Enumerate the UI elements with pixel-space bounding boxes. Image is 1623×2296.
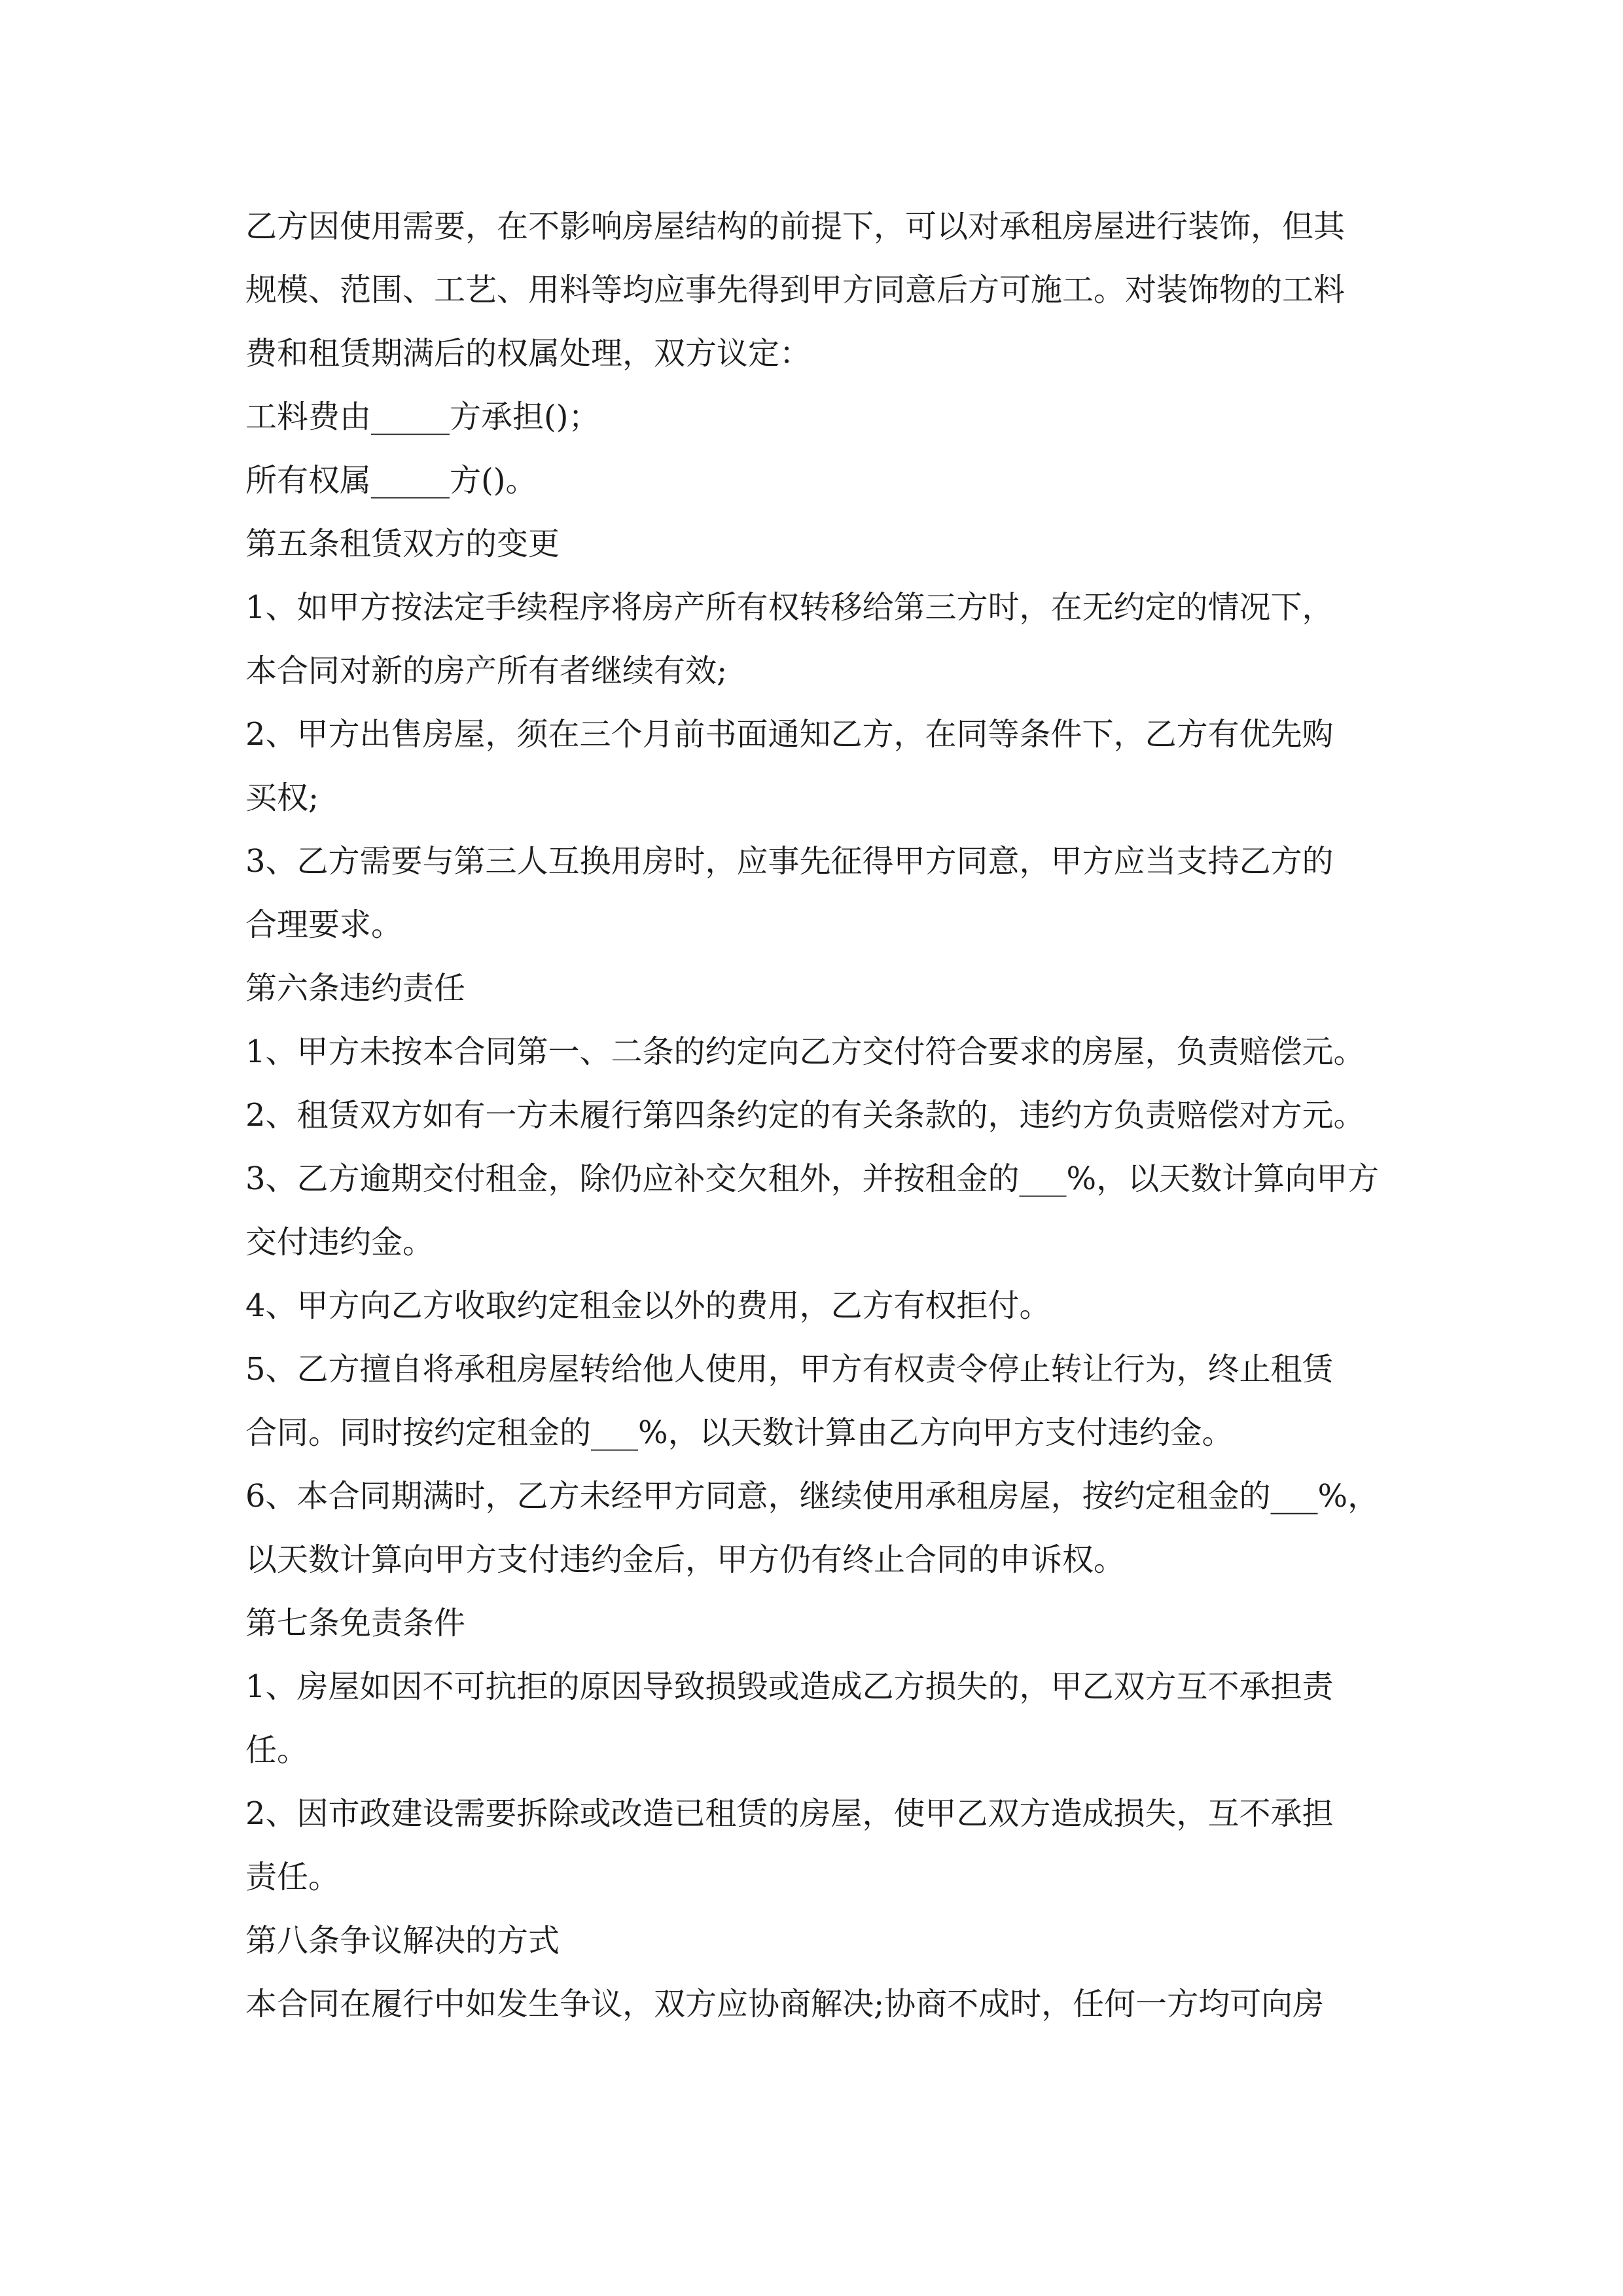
text-line: 1、甲方未按本合同第一、二条的约定向乙方交付符合要求的房屋，负责赔偿元。	[245, 1033, 1365, 1070]
text-line: 费和租赁期满后的权属处理，双方议定：	[245, 335, 812, 372]
text-line: 所有权属_____方()。	[245, 462, 537, 499]
section-heading: 第五条租赁双方的变更	[245, 526, 560, 562]
text-line: 2、租赁双方如有一方未履行第四条约定的有关条款的，违约方负责赔偿对方元。	[245, 1097, 1365, 1134]
section-heading: 第七条免责条件	[245, 1605, 466, 1641]
text-line: 以天数计算向甲方支付违约金后，甲方仍有终止合同的申诉权。	[245, 1541, 1126, 1578]
section-heading: 第六条违约责任	[245, 970, 466, 1007]
section-heading: 第八条争议解决的方式	[245, 1922, 560, 1959]
text-line: 乙方因使用需要，在不影响房屋结构的前提下，可以对承租房屋进行装饰，但其	[245, 208, 1346, 245]
text-line: 5、乙方擅自将承租房屋转给他人使用，甲方有权责令停止转让行为，终止租赁	[245, 1351, 1334, 1388]
text-line: 买权;	[245, 780, 319, 816]
text-line: 1、房屋如因不可抗拒的原因导致损毁或造成乙方损失的，甲乙双方互不承担责	[245, 1668, 1334, 1705]
text-line: 3、乙方逾期交付租金，除仍应补交欠租外，并按租金的___%，以天数计算向甲方	[245, 1160, 1380, 1197]
contract-text-body	[245, 195, 1387, 2036]
text-line: 合同。同时按约定租金的___%，以天数计算由乙方向甲方支付违约金。	[245, 1414, 1234, 1451]
text-line: 3、乙方需要与第三人互换用房时，应事先征得甲方同意，甲方应当支持乙方的	[245, 843, 1334, 880]
text-line: 交付违约金。	[245, 1224, 435, 1261]
text-line: 本合同对新的房产所有者继续有效;	[245, 653, 728, 689]
text-line: 工料费由_____方承担()；	[245, 399, 600, 435]
text-line: 合理要求。	[245, 906, 403, 943]
text-line: 规模、范围、工艺、用料等均应事先得到甲方同意后方可施工。对装饰物的工料	[245, 272, 1346, 308]
text-line: 1、如甲方按法定手续程序将房产所有权转移给第三方时，在无约定的情况下，	[245, 589, 1334, 626]
text-line: 2、甲方出售房屋，须在三个月前书面通知乙方，在同等条件下，乙方有优先购	[245, 716, 1334, 753]
text-line: 责任。	[245, 1859, 340, 1895]
text-line: 6、本合同期满时，乙方未经甲方同意，继续使用承租房屋，按约定租金的___%，	[245, 1478, 1380, 1515]
text-line: 4、甲方向乙方收取约定租金以外的费用，乙方有权拒付。	[245, 1287, 1051, 1324]
text-line: 本合同在履行中如发生争议，双方应协商解决;协商不成时，任何一方均可向房	[245, 1986, 1325, 2022]
text-line: 2、因市政建设需要拆除或改造已租赁的房屋，使甲乙双方造成损失，互不承担	[245, 1795, 1334, 1832]
text-line: 任。	[245, 1732, 309, 1768]
